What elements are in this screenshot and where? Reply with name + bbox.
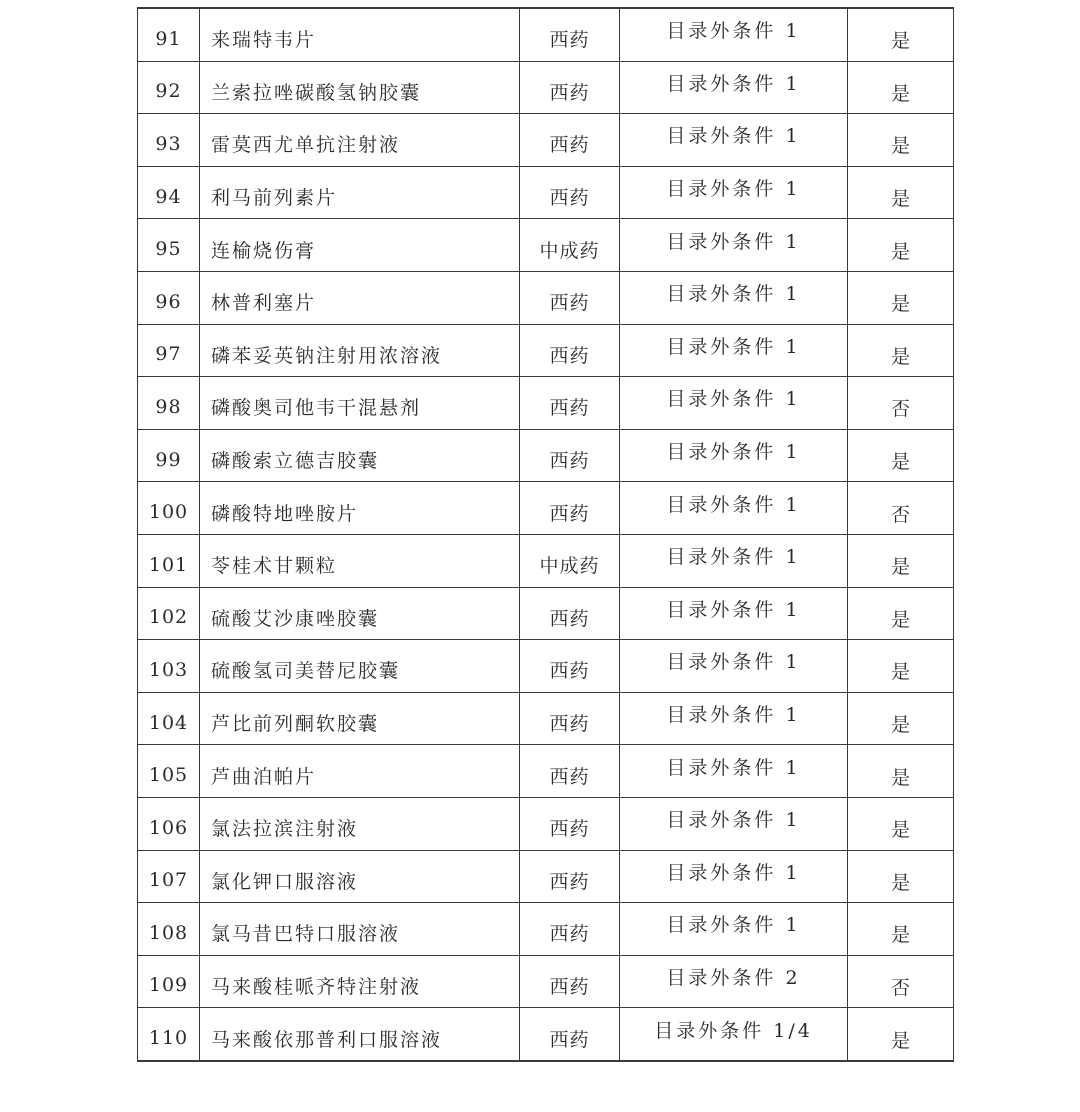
row-number-cell <box>138 271 200 324</box>
drug-name-cell <box>200 640 520 693</box>
drug-type-cell <box>520 429 620 482</box>
yes-no-flag-cell <box>848 903 954 956</box>
yes-no-flag-cell <box>848 377 954 430</box>
row-number-cell <box>138 640 200 693</box>
drug-type: 西药 <box>549 29 590 52</box>
row-number: 91 <box>155 27 182 50</box>
row-number: 94 <box>155 185 182 208</box>
drug-type-cell <box>520 955 620 1008</box>
drug-name: 马来酸桂哌齐特注射液 <box>211 975 422 998</box>
row-number-cell <box>138 324 200 377</box>
catalog-condition-cell <box>620 166 848 219</box>
yes-no-flag: 是 <box>890 30 910 53</box>
row-number-cell <box>138 534 200 587</box>
catalog-condition: 目录外条件 1 <box>666 20 801 43</box>
row-number: 92 <box>155 80 182 103</box>
table-row <box>138 482 954 535</box>
catalog-condition: 目录外条件 1 <box>666 388 801 411</box>
row-number: 104 <box>148 711 189 734</box>
catalog-condition-cell <box>620 640 848 693</box>
table-row <box>138 324 954 377</box>
drug-type: 西药 <box>549 187 590 210</box>
drug-type: 西药 <box>549 502 590 525</box>
yes-no-flag-cell <box>848 797 954 850</box>
yes-no-flag: 是 <box>890 661 910 684</box>
yes-no-flag: 是 <box>890 714 910 737</box>
catalog-condition-cell <box>620 61 848 114</box>
drug-name-cell <box>200 482 520 535</box>
row-number: 107 <box>148 869 189 892</box>
row-number: 96 <box>155 290 182 313</box>
drug-name: 磷苯妥英钠注射用浓溶液 <box>211 344 443 367</box>
catalog-condition: 目录外条件 1 <box>666 651 801 674</box>
table-row <box>138 692 954 745</box>
catalog-condition: 目录外条件 1 <box>666 335 801 358</box>
catalog-condition-cell <box>620 1008 848 1061</box>
table-row <box>138 61 954 114</box>
drug-name: 芦曲泊帕片 <box>211 765 317 788</box>
drug-type-cell <box>520 482 620 535</box>
drug-name: 氯马昔巴特口服溶液 <box>211 923 401 946</box>
drug-name: 来瑞特韦片 <box>211 29 317 52</box>
catalog-condition-cell <box>620 797 848 850</box>
row-number: 108 <box>148 921 189 944</box>
table-row <box>138 640 954 693</box>
drug-name-cell <box>200 797 520 850</box>
yes-no-flag-cell <box>848 482 954 535</box>
drug-name-cell <box>200 8 520 61</box>
catalog-condition-cell <box>620 114 848 167</box>
drug-name-cell <box>200 429 520 482</box>
yes-no-flag-cell <box>848 1008 954 1061</box>
catalog-condition: 目录外条件 1 <box>666 914 801 937</box>
catalog-condition-cell <box>620 903 848 956</box>
drug-name: 磷酸索立德吉胶囊 <box>211 450 380 473</box>
catalog-condition: 目录外条件 1 <box>666 125 801 148</box>
drug-type: 中成药 <box>539 555 600 578</box>
table-row <box>138 534 954 587</box>
drug-name-cell <box>200 1008 520 1061</box>
row-number-cell <box>138 955 200 1008</box>
table-row <box>138 903 954 956</box>
drug-type: 西药 <box>549 450 590 473</box>
drug-list-table <box>137 7 954 1062</box>
yes-no-flag-cell <box>848 850 954 903</box>
catalog-condition-cell <box>620 482 848 535</box>
drug-name: 氯法拉滨注射液 <box>211 818 359 841</box>
drug-type: 西药 <box>549 975 590 998</box>
catalog-condition: 目录外条件 1 <box>666 283 801 306</box>
drug-name-cell <box>200 271 520 324</box>
table-row <box>138 166 954 219</box>
drug-type: 西药 <box>549 923 590 946</box>
drug-name-cell <box>200 850 520 903</box>
yes-no-flag: 是 <box>890 345 910 368</box>
drug-type-cell <box>520 745 620 798</box>
catalog-condition: 目录外条件 2 <box>666 966 801 989</box>
row-number-cell <box>138 429 200 482</box>
drug-type: 西药 <box>549 134 590 157</box>
drug-name: 芦比前列酮软胶囊 <box>211 713 380 736</box>
yes-no-flag-cell <box>848 429 954 482</box>
table-row <box>138 377 954 430</box>
drug-type-cell <box>520 587 620 640</box>
row-number: 99 <box>155 448 182 471</box>
yes-no-flag-cell <box>848 534 954 587</box>
yes-no-flag: 否 <box>890 398 910 421</box>
yes-no-flag: 否 <box>890 976 910 999</box>
drug-name-cell <box>200 534 520 587</box>
drug-name-cell <box>200 219 520 272</box>
drug-name: 氯化钾口服溶液 <box>211 870 359 893</box>
catalog-condition: 目录外条件 1 <box>666 230 801 253</box>
yes-no-flag-cell <box>848 219 954 272</box>
drug-name-cell <box>200 955 520 1008</box>
yes-no-flag-cell <box>848 114 954 167</box>
row-number: 110 <box>148 1027 189 1050</box>
catalog-condition-cell <box>620 955 848 1008</box>
catalog-condition: 目录外条件 1 <box>666 756 801 779</box>
catalog-condition-cell <box>620 324 848 377</box>
drug-type-cell <box>520 1008 620 1061</box>
yes-no-flag: 是 <box>890 451 910 474</box>
catalog-condition-cell <box>620 534 848 587</box>
row-number: 101 <box>148 553 189 576</box>
table-row <box>138 797 954 850</box>
table-row <box>138 587 954 640</box>
drug-type: 中成药 <box>539 239 600 262</box>
table-row <box>138 429 954 482</box>
table-row <box>138 271 954 324</box>
catalog-condition-cell <box>620 745 848 798</box>
drug-type-cell <box>520 271 620 324</box>
drug-type: 西药 <box>549 660 590 683</box>
yes-no-flag-cell <box>848 745 954 798</box>
yes-no-flag-cell <box>848 166 954 219</box>
drug-name-cell <box>200 692 520 745</box>
row-number-cell <box>138 587 200 640</box>
row-number: 98 <box>155 395 182 418</box>
drug-name-cell <box>200 324 520 377</box>
catalog-condition-cell <box>620 271 848 324</box>
row-number: 102 <box>148 606 189 629</box>
drug-name: 马来酸依那普利口服溶液 <box>211 1028 443 1051</box>
row-number-cell <box>138 8 200 61</box>
row-number: 97 <box>155 343 182 366</box>
catalog-condition-cell <box>620 8 848 61</box>
catalog-condition-cell <box>620 429 848 482</box>
drug-type-cell <box>520 324 620 377</box>
drug-name-cell <box>200 114 520 167</box>
yes-no-flag: 否 <box>890 503 910 526</box>
drug-name: 苓桂术甘颗粒 <box>211 555 338 578</box>
drug-name: 磷酸奥司他韦干混悬剂 <box>211 397 422 420</box>
catalog-condition: 目录外条件 1 <box>666 546 801 569</box>
row-number: 105 <box>148 764 189 787</box>
row-number-cell <box>138 797 200 850</box>
drug-name-cell <box>200 61 520 114</box>
table-row <box>138 219 954 272</box>
row-number-cell <box>138 61 200 114</box>
yes-no-flag-cell <box>848 324 954 377</box>
yes-no-flag: 是 <box>890 819 910 842</box>
drug-name: 林普利塞片 <box>211 292 317 315</box>
row-number-cell <box>138 166 200 219</box>
row-number-cell <box>138 114 200 167</box>
yes-no-flag: 是 <box>890 240 910 263</box>
drug-type: 西药 <box>549 818 590 841</box>
yes-no-flag-cell <box>848 955 954 1008</box>
yes-no-flag: 是 <box>890 135 910 158</box>
row-number: 93 <box>155 132 182 155</box>
drug-type: 西药 <box>549 607 590 630</box>
catalog-condition-cell <box>620 587 848 640</box>
row-number: 109 <box>148 974 189 997</box>
drug-type: 西药 <box>549 765 590 788</box>
drug-name-cell <box>200 903 520 956</box>
drug-type-cell <box>520 534 620 587</box>
catalog-condition: 目录外条件 1 <box>666 72 801 95</box>
drug-name-cell <box>200 166 520 219</box>
catalog-condition: 目录外条件 1 <box>666 861 801 884</box>
yes-no-flag: 是 <box>890 556 910 579</box>
table-row <box>138 114 954 167</box>
drug-name: 兰索拉唑碳酸氢钠胶囊 <box>211 81 422 104</box>
row-number-cell <box>138 1008 200 1061</box>
table-row <box>138 745 954 798</box>
yes-no-flag: 是 <box>890 924 910 947</box>
drug-type-cell <box>520 219 620 272</box>
table-row <box>138 850 954 903</box>
drug-type: 西药 <box>549 344 590 367</box>
catalog-condition: 目录外条件 1 <box>666 493 801 516</box>
drug-name-cell <box>200 745 520 798</box>
catalog-condition: 目录外条件 1 <box>666 598 801 621</box>
row-number-cell <box>138 850 200 903</box>
drug-type: 西药 <box>549 397 590 420</box>
drug-type: 西药 <box>549 81 590 104</box>
drug-name: 硫酸艾沙康唑胶囊 <box>211 607 380 630</box>
drug-name-cell <box>200 377 520 430</box>
catalog-condition-cell <box>620 850 848 903</box>
drug-type-cell <box>520 850 620 903</box>
row-number: 103 <box>148 658 189 681</box>
row-number-cell <box>138 482 200 535</box>
catalog-condition-cell <box>620 219 848 272</box>
drug-type: 西药 <box>549 1028 590 1051</box>
yes-no-flag: 是 <box>890 608 910 631</box>
row-number: 106 <box>148 816 189 839</box>
catalog-condition-cell <box>620 692 848 745</box>
yes-no-flag: 是 <box>890 1029 910 1052</box>
drug-type-cell <box>520 166 620 219</box>
drug-type: 西药 <box>549 713 590 736</box>
yes-no-flag-cell <box>848 640 954 693</box>
yes-no-flag: 是 <box>890 188 910 211</box>
table-row <box>138 1008 954 1061</box>
table-row <box>138 8 954 61</box>
row-number: 100 <box>148 501 189 524</box>
drug-name: 连榆烧伤膏 <box>211 239 317 262</box>
drug-type-cell <box>520 114 620 167</box>
drug-name: 雷莫西尤单抗注射液 <box>211 134 401 157</box>
yes-no-flag-cell <box>848 271 954 324</box>
drug-type: 西药 <box>549 870 590 893</box>
yes-no-flag-cell <box>848 587 954 640</box>
drug-name: 磷酸特地唑胺片 <box>211 502 359 525</box>
drug-type-cell <box>520 692 620 745</box>
catalog-condition: 目录外条件 1 <box>666 809 801 832</box>
catalog-condition: 目录外条件 1 <box>666 704 801 727</box>
drug-type-cell <box>520 640 620 693</box>
yes-no-flag: 是 <box>890 871 910 894</box>
catalog-condition: 目录外条件 1 <box>666 178 801 201</box>
yes-no-flag: 是 <box>890 82 910 105</box>
drug-type-cell <box>520 903 620 956</box>
table-row <box>138 955 954 1008</box>
table-body <box>138 8 954 1061</box>
yes-no-flag: 是 <box>890 766 910 789</box>
drug-type-cell <box>520 61 620 114</box>
yes-no-flag-cell <box>848 692 954 745</box>
drug-type-cell <box>520 8 620 61</box>
drug-type: 西药 <box>549 292 590 315</box>
row-number-cell <box>138 219 200 272</box>
row-number-cell <box>138 903 200 956</box>
row-number-cell <box>138 377 200 430</box>
yes-no-flag-cell <box>848 8 954 61</box>
drug-type-cell <box>520 797 620 850</box>
yes-no-flag: 是 <box>890 293 910 316</box>
row-number: 95 <box>155 238 182 261</box>
row-number-cell <box>138 745 200 798</box>
drug-type-cell <box>520 377 620 430</box>
catalog-condition-cell <box>620 377 848 430</box>
catalog-condition: 目录外条件 1/4 <box>654 1019 813 1042</box>
drug-name: 利马前列素片 <box>211 187 338 210</box>
drug-name-cell <box>200 587 520 640</box>
drug-name: 硫酸氢司美替尼胶囊 <box>211 660 401 683</box>
row-number-cell <box>138 692 200 745</box>
yes-no-flag-cell <box>848 61 954 114</box>
catalog-condition: 目录外条件 1 <box>666 441 801 464</box>
